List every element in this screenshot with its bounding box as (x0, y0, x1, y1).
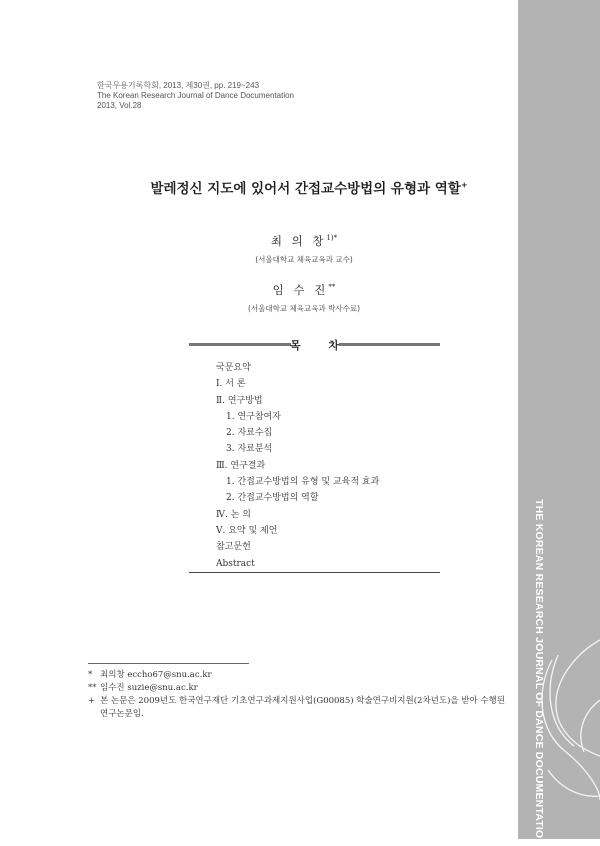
toc-item: 참고문헌 (216, 542, 251, 553)
toc-heading-bar (189, 338, 440, 350)
toc-item: Ⅳ. 논 의 (216, 509, 251, 520)
toc-item: Ⅲ. 연구결과 (216, 460, 266, 471)
footnote (88, 695, 508, 721)
toc-bottom-rule (189, 572, 440, 573)
author-2-mark: ** (328, 283, 336, 292)
journal-header-line2: The Korean Research Journal of Dance Documentation (97, 91, 294, 100)
footnote (88, 682, 508, 695)
author-1-mark: 1)* (326, 234, 338, 243)
toc-subitem: 1. 연구참여자 (226, 411, 281, 422)
toc-subitem: 2. 자료수집 (226, 428, 273, 439)
journal-header-line1: 한국무용기록학회, 2013, 제30권, pp. 219~243 (97, 81, 260, 90)
author-1-name-line (8, 233, 600, 249)
author-2 (0, 282, 600, 314)
footnote-text: 최의창 eccho67@snu.ac.kr (100, 670, 212, 680)
footnote-mark: ** (88, 683, 97, 693)
toc-subitem: 2. 간접교수방법의 역할 (226, 493, 319, 504)
footnote-rule (88, 663, 249, 664)
toc-list (216, 360, 379, 572)
paper-title (0, 177, 600, 197)
toc-subitem: 3. 자료분석 (226, 444, 273, 455)
toc-item: 국문요약 (216, 363, 251, 373)
toc-item: Abstract (216, 558, 255, 569)
footnote-text: 본 논문은 2009년도 한국연구재단 기초연구과제지원사업(G00085) 학술연구비지원(2차년도)을 받아 수행된 연구논문임. (100, 696, 506, 719)
side-band-journal-title: THE KOREAN RESEARCH JOURNAL OF DANCE DOCUMENTATION (533, 499, 545, 846)
footnote-mark: + (88, 696, 96, 706)
author-2-name-line (8, 282, 600, 298)
title-footnote-mark: + (460, 180, 468, 190)
journal-header (97, 81, 294, 111)
footnotes (88, 669, 508, 721)
author-1-name: 최 의 창 (270, 234, 327, 248)
toc-item: Ⅰ. 서 론 (216, 379, 246, 390)
toc-item: Ⅴ. 요약 및 제언 (216, 525, 278, 536)
journal-header-line3: 2013, Vol.28 (97, 101, 142, 110)
author-2-affiliation: (서울대학교 체육교육과 박사수료) (247, 304, 361, 313)
footnote (88, 669, 508, 682)
toc-heading: 목 차 (289, 339, 352, 352)
toc-item: Ⅱ. 연구방법 (216, 395, 263, 406)
author-1-affiliation: (서울대학교 체육교육과 교수) (255, 255, 353, 264)
paper-title-text: 발레정신 지도에 있어서 간접교수방법의 유형과 역할 (150, 181, 461, 197)
author-2-name: 임 수 진 (272, 283, 329, 297)
author-1 (0, 233, 600, 265)
toc-subitem: 1. 간접교수방법의 유형 및 교육적 효과 (226, 477, 380, 488)
footnote-mark: * (88, 670, 93, 680)
footnote-text: 임수진 suzie@snu.ac.kr (100, 683, 198, 693)
